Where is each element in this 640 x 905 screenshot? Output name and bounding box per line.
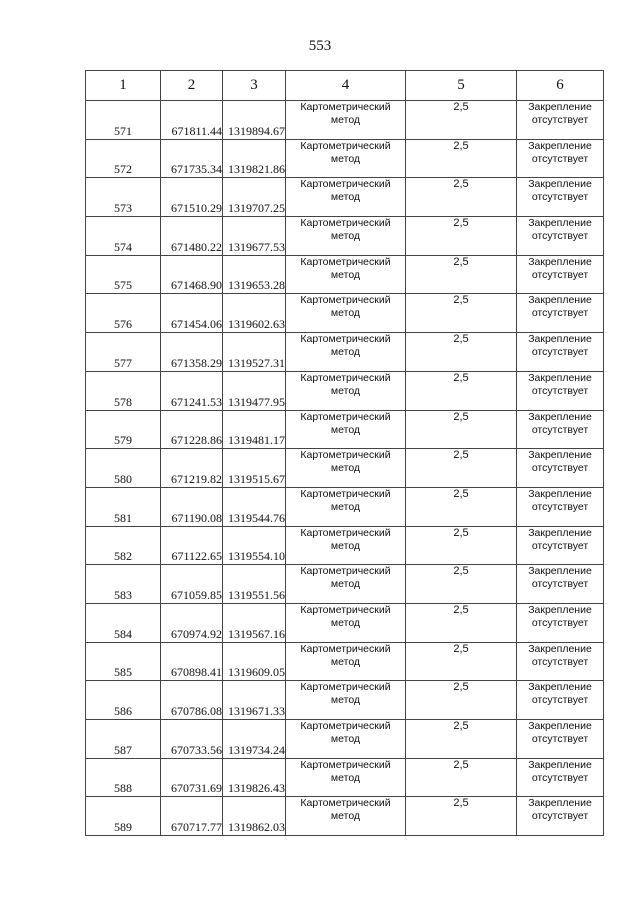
method-text: Картометрический — [300, 178, 391, 191]
fixation-text: отсутствует — [531, 694, 589, 707]
y-coordinate-cell: 1319554.10 — [223, 526, 286, 565]
fixation-cell — [517, 410, 604, 449]
fixation-text: отсутствует — [531, 462, 589, 475]
method-cell — [286, 449, 406, 488]
y-coordinate-cell: 1319481.17 — [223, 410, 286, 449]
fixation-cell — [517, 681, 604, 720]
method-cell — [286, 255, 406, 294]
point-number-cell: 575 — [86, 255, 161, 294]
table-row — [86, 101, 604, 140]
fixation-text: Закрепление — [528, 217, 592, 230]
method-text: метод — [330, 655, 361, 668]
accuracy-cell: 2,5 — [406, 178, 517, 217]
point-number-cell: 573 — [86, 178, 161, 217]
method-text: Картометрический — [300, 294, 391, 307]
point-number-cell: 571 — [86, 101, 161, 140]
x-coordinate-cell: 671358.29 — [161, 333, 223, 372]
y-coordinate-cell: 1319544.76 — [223, 487, 286, 526]
y-coordinate-cell: 1319609.05 — [223, 642, 286, 681]
fixation-cell — [517, 294, 604, 333]
fixation-text: отсутствует — [531, 539, 589, 552]
accuracy-cell: 2,5 — [406, 758, 517, 797]
fixation-text: Закрепление — [528, 565, 592, 578]
method-text: Картометрический — [300, 681, 391, 694]
x-coordinate-cell: 671241.53 — [161, 371, 223, 410]
accuracy-cell: 2,5 — [406, 294, 517, 333]
fixation-text: отсутствует — [531, 152, 589, 165]
method-text: метод — [330, 771, 361, 784]
method-text: метод — [330, 810, 361, 823]
table-row — [86, 603, 604, 642]
method-text: метод — [330, 578, 361, 591]
x-coordinate-cell: 671122.65 — [161, 526, 223, 565]
coordinates-table — [85, 70, 604, 836]
method-text: метод — [330, 539, 361, 552]
table-row — [86, 178, 604, 217]
fixation-text: отсутствует — [531, 655, 589, 668]
fixation-text: отсутствует — [531, 230, 589, 243]
fixation-text: Закрепление — [528, 101, 592, 113]
method-cell — [286, 681, 406, 720]
method-cell — [286, 217, 406, 256]
method-cell — [286, 603, 406, 642]
method-cell — [286, 797, 406, 836]
fixation-text: отсутствует — [531, 307, 589, 320]
table-row — [86, 565, 604, 604]
method-text: Картометрический — [300, 720, 391, 732]
y-coordinate-cell: 1319707.25 — [223, 178, 286, 217]
method-cell — [286, 410, 406, 449]
table-row — [86, 758, 604, 797]
fixation-cell — [517, 797, 604, 836]
method-cell — [286, 758, 406, 797]
method-text: Картометрический — [300, 449, 391, 462]
fixation-cell — [517, 758, 604, 797]
fixation-cell — [517, 255, 604, 294]
point-number-cell: 574 — [86, 217, 161, 256]
table-row — [86, 139, 604, 178]
point-number-cell: 584 — [86, 603, 161, 642]
fixation-text: Закрепление — [528, 333, 592, 346]
method-text: Картометрический — [300, 371, 391, 384]
method-text: Картометрический — [300, 487, 391, 500]
table-row — [86, 410, 604, 449]
method-cell — [286, 333, 406, 372]
accuracy-cell: 2,5 — [406, 255, 517, 294]
accuracy-cell: 2,5 — [406, 217, 517, 256]
accuracy-cell: 2,5 — [406, 449, 517, 488]
table-row — [86, 720, 604, 759]
table-row — [86, 449, 604, 488]
table-row — [86, 294, 604, 333]
fixation-text: Закрепление — [528, 526, 592, 539]
method-cell — [286, 720, 406, 759]
y-coordinate-cell: 1319527.31 — [223, 333, 286, 372]
method-text: метод — [330, 462, 361, 475]
x-coordinate-cell: 671228.86 — [161, 410, 223, 449]
point-number-cell: 580 — [86, 449, 161, 488]
y-coordinate-cell: 1319653.28 — [223, 255, 286, 294]
fixation-text: отсутствует — [531, 578, 589, 591]
method-text: Картометрический — [300, 101, 391, 113]
method-text: Картометрический — [300, 797, 391, 810]
method-text: Картометрический — [300, 642, 391, 655]
accuracy-cell: 2,5 — [406, 526, 517, 565]
x-coordinate-cell: 671811.44 — [161, 101, 223, 140]
method-text: Картометрический — [300, 255, 391, 268]
fixation-text: Закрепление — [528, 681, 592, 694]
point-number-cell: 581 — [86, 487, 161, 526]
method-text: Картометрический — [300, 526, 391, 539]
fixation-text: Закрепление — [528, 371, 592, 384]
column-header: 2 — [161, 71, 223, 101]
point-number-cell: 578 — [86, 371, 161, 410]
accuracy-cell: 2,5 — [406, 603, 517, 642]
point-number-cell: 576 — [86, 294, 161, 333]
table-row — [86, 797, 604, 836]
x-coordinate-cell: 670731.69 — [161, 758, 223, 797]
fixation-text: Закрепление — [528, 797, 592, 810]
point-number-cell: 579 — [86, 410, 161, 449]
x-coordinate-cell: 670898.41 — [161, 642, 223, 681]
y-coordinate-cell: 1319894.67 — [223, 101, 286, 140]
header-row — [86, 71, 604, 101]
fixation-text: Закрепление — [528, 487, 592, 500]
y-coordinate-cell: 1319567.16 — [223, 603, 286, 642]
accuracy-cell: 2,5 — [406, 565, 517, 604]
accuracy-cell: 2,5 — [406, 333, 517, 372]
column-header: 5 — [406, 71, 517, 101]
accuracy-cell: 2,5 — [406, 139, 517, 178]
fixation-cell — [517, 139, 604, 178]
method-text: метод — [330, 268, 361, 281]
x-coordinate-cell: 671468.90 — [161, 255, 223, 294]
method-text: метод — [330, 307, 361, 320]
method-text: метод — [330, 152, 361, 165]
table-row — [86, 681, 604, 720]
point-number-cell: 587 — [86, 720, 161, 759]
fixation-text: отсутствует — [531, 771, 589, 784]
fixation-text: отсутствует — [531, 346, 589, 359]
x-coordinate-cell: 671059.85 — [161, 565, 223, 604]
x-coordinate-cell: 670974.92 — [161, 603, 223, 642]
method-cell — [286, 294, 406, 333]
y-coordinate-cell: 1319734.24 — [223, 720, 286, 759]
fixation-text: отсутствует — [531, 384, 589, 397]
table-row — [86, 526, 604, 565]
method-text: метод — [330, 114, 361, 126]
method-text: Картометрический — [300, 565, 391, 578]
point-number-cell: 585 — [86, 642, 161, 681]
fixation-text: отсутствует — [531, 423, 589, 436]
page-number: 553 — [308, 38, 332, 54]
x-coordinate-cell: 670717.77 — [161, 797, 223, 836]
fixation-text: Закрепление — [528, 758, 592, 771]
accuracy-cell: 2,5 — [406, 487, 517, 526]
point-number-cell: 577 — [86, 333, 161, 372]
x-coordinate-cell: 671190.08 — [161, 487, 223, 526]
fixation-cell — [517, 101, 604, 140]
fixation-text: отсутствует — [531, 191, 589, 204]
fixation-text: Закрепление — [528, 139, 592, 152]
x-coordinate-cell: 671735.34 — [161, 139, 223, 178]
method-cell — [286, 101, 406, 140]
method-text: метод — [330, 694, 361, 707]
fixation-cell — [517, 371, 604, 410]
x-coordinate-cell: 671480.22 — [161, 217, 223, 256]
method-cell — [286, 139, 406, 178]
fixation-cell — [517, 487, 604, 526]
y-coordinate-cell: 1319671.33 — [223, 681, 286, 720]
method-cell — [286, 642, 406, 681]
table-row — [86, 371, 604, 410]
accuracy-cell: 2,5 — [406, 101, 517, 140]
fixation-cell — [517, 449, 604, 488]
fixation-text: отсутствует — [531, 616, 589, 629]
table-row — [86, 217, 604, 256]
method-text: Картометрический — [300, 333, 391, 346]
accuracy-cell: 2,5 — [406, 681, 517, 720]
x-coordinate-cell: 670733.56 — [161, 720, 223, 759]
fixation-cell — [517, 603, 604, 642]
table-row — [86, 487, 604, 526]
accuracy-cell: 2,5 — [406, 410, 517, 449]
table-row — [86, 642, 604, 681]
accuracy-cell: 2,5 — [406, 797, 517, 836]
method-text: Картометрический — [300, 758, 391, 771]
fixation-text: Закрепление — [528, 178, 592, 191]
method-text: Картометрический — [300, 139, 391, 152]
x-coordinate-cell: 671219.82 — [161, 449, 223, 488]
column-header: 1 — [86, 71, 161, 101]
method-text: метод — [330, 191, 361, 204]
fixation-text: отсутствует — [531, 500, 589, 513]
fixation-text: Закрепление — [528, 642, 592, 655]
y-coordinate-cell: 1319551.56 — [223, 565, 286, 604]
column-header: 6 — [517, 71, 604, 101]
method-text: метод — [330, 230, 361, 243]
column-header: 3 — [223, 71, 286, 101]
fixation-text: отсутствует — [531, 268, 589, 281]
x-coordinate-cell: 671510.29 — [161, 178, 223, 217]
method-text: метод — [330, 423, 361, 436]
method-text: метод — [330, 733, 361, 745]
point-number-cell: 572 — [86, 139, 161, 178]
x-coordinate-cell: 671454.06 — [161, 294, 223, 333]
fixation-cell — [517, 333, 604, 372]
y-coordinate-cell: 1319677.53 — [223, 217, 286, 256]
fixation-text: Закрепление — [528, 603, 592, 616]
fixation-text: Закрепление — [528, 294, 592, 307]
method-text: метод — [330, 384, 361, 397]
y-coordinate-cell: 1319821.86 — [223, 139, 286, 178]
table-row — [86, 333, 604, 372]
accuracy-cell: 2,5 — [406, 720, 517, 759]
point-number-cell: 588 — [86, 758, 161, 797]
y-coordinate-cell: 1319477.95 — [223, 371, 286, 410]
method-cell — [286, 565, 406, 604]
method-text: метод — [330, 346, 361, 359]
method-cell — [286, 178, 406, 217]
fixation-cell — [517, 720, 604, 759]
point-number-cell: 582 — [86, 526, 161, 565]
point-number-cell: 583 — [86, 565, 161, 604]
method-text: Картометрический — [300, 603, 391, 616]
method-cell — [286, 371, 406, 410]
method-cell — [286, 526, 406, 565]
fixation-text: Закрепление — [528, 449, 592, 462]
y-coordinate-cell: 1319826.43 — [223, 758, 286, 797]
point-number-cell: 586 — [86, 681, 161, 720]
y-coordinate-cell: 1319602.63 — [223, 294, 286, 333]
fixation-cell — [517, 642, 604, 681]
accuracy-cell: 2,5 — [406, 642, 517, 681]
fixation-cell — [517, 217, 604, 256]
table-row — [86, 255, 604, 294]
method-text: Картометрический — [300, 217, 391, 230]
fixation-text: Закрепление — [528, 720, 592, 732]
fixation-text: Закрепление — [528, 410, 592, 423]
y-coordinate-cell: 1319515.67 — [223, 449, 286, 488]
method-text: Картометрический — [300, 410, 391, 423]
point-number-cell: 589 — [86, 797, 161, 836]
y-coordinate-cell: 1319862.03 — [223, 797, 286, 836]
fixation-text: отсутствует — [531, 810, 589, 823]
method-text: метод — [330, 616, 361, 629]
fixation-text: отсутствует — [531, 733, 589, 745]
method-cell — [286, 487, 406, 526]
method-text: метод — [330, 500, 361, 513]
fixation-cell — [517, 565, 604, 604]
fixation-text: отсутствует — [531, 114, 589, 126]
fixation-cell — [517, 178, 604, 217]
accuracy-cell: 2,5 — [406, 371, 517, 410]
fixation-cell — [517, 526, 604, 565]
column-header: 4 — [286, 71, 406, 101]
x-coordinate-cell: 670786.08 — [161, 681, 223, 720]
fixation-text: Закрепление — [528, 255, 592, 268]
